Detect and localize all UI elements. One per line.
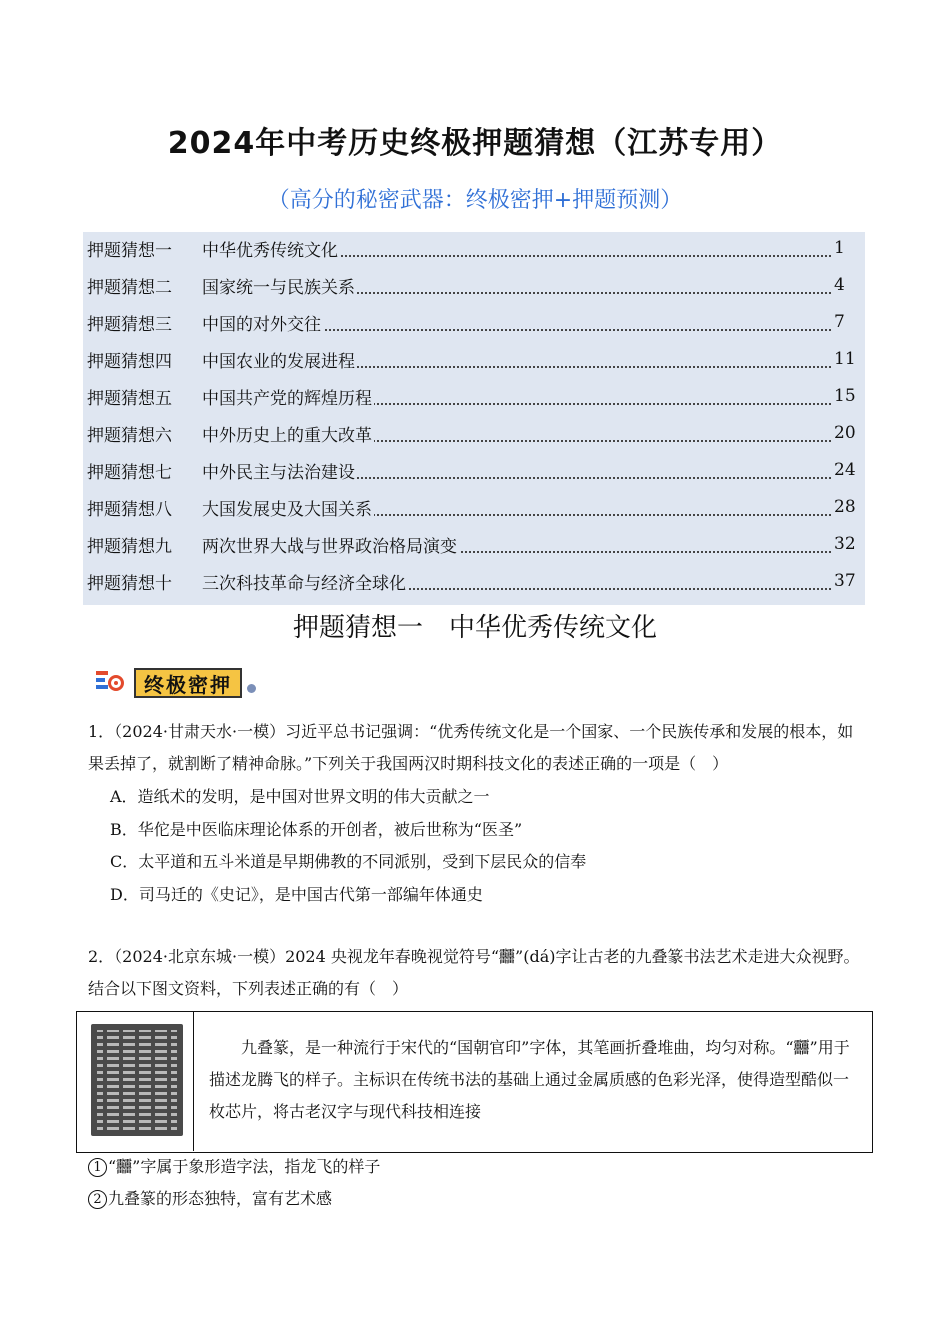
choice-text: 九叠篆的形态独特，富有艺术感 [108, 1189, 333, 1208]
question-1-stem: 1．（2024·甘肃天水·一模）习近平总书记强调：“优秀传统文化是一个国家、一个民族传承和发展的根本，如果丢掉了，就割断了精神命脉。”下列关于我国两汉时期科技文化的表述正确的一项是（ ） [88, 722, 854, 773]
toc-entry[interactable] [83, 529, 865, 559]
toc-entry-page: 28 [834, 497, 856, 517]
target-icon [96, 667, 130, 699]
toc-entry[interactable] [83, 418, 865, 448]
toc-entry-page: 7 [834, 312, 845, 332]
toc-entry[interactable] [83, 307, 865, 337]
section-badge [96, 665, 256, 701]
toc-entry-page: 1 [834, 238, 845, 258]
choice-text: “䨻”字属于象形造字法，指龙飞的样子 [108, 1157, 381, 1176]
toc-entry-label: 押题猜想四 [87, 351, 172, 372]
document-title: 2024年中考历史终极押题猜想（江苏专用） [167, 126, 783, 161]
toc-entry-topic: 中国农业的发展进程 [202, 347, 357, 372]
toc-entry-page: 32 [834, 534, 856, 554]
question-2-choice[interactable] [88, 1187, 332, 1211]
table-of-contents [83, 232, 865, 605]
question-2-stem: 2．（2024·北京东城·一模）2024 央视龙年春晚视觉符号“䨻”(dá)字让古老的九叠篆书法艺术走进大众视野。结合以下图文资料，下列表述正确的有（ ） [88, 947, 860, 998]
document-subtitle: （高分的秘密武器：终极密押+押题预测） [267, 188, 683, 213]
toc-entry-label: 押题猜想九 [87, 536, 172, 557]
choice-number: 2 [88, 1190, 107, 1209]
toc-entry-topic: 国家统一与民族关系 [202, 273, 357, 298]
toc-entry-topic: 中国共产党的辉煌历程 [202, 384, 374, 409]
toc-entry[interactable] [83, 566, 865, 596]
toc-entry-label: 押题猜想六 [87, 425, 172, 446]
toc-entry-page: 11 [834, 349, 856, 369]
dot-icon [247, 684, 256, 693]
toc-entry[interactable] [83, 233, 865, 263]
seal-script-image [77, 1012, 194, 1151]
toc-entry-label: 押题猜想一 [87, 240, 172, 261]
toc-entry[interactable] [83, 381, 865, 411]
question-1-option-b[interactable]: B．华佗是中医临床理论体系的开创者，被后世称为“医圣” [110, 820, 523, 839]
toc-entry-topic: 中华优秀传统文化 [202, 236, 340, 261]
toc-entry-label: 押题猜想五 [87, 388, 172, 409]
toc-entry[interactable] [83, 344, 865, 374]
toc-entry-topic: 中外民主与法治建设 [202, 458, 357, 483]
toc-entry-label: 押题猜想八 [87, 499, 172, 520]
toc-entry[interactable] [83, 270, 865, 300]
question-2-choice[interactable] [88, 1155, 380, 1179]
question-1-option-c[interactable]: C．太平道和五斗米道是早期佛教的不同派别，受到下层民众的信奉 [110, 852, 587, 871]
toc-entry-label: 押题猜想二 [87, 277, 172, 298]
toc-entry-page: 37 [834, 571, 856, 591]
question-1-option-a[interactable]: A．造纸术的发明，是中国对世界文明的伟大贡献之一 [110, 787, 490, 806]
toc-entry-page: 20 [834, 423, 856, 443]
toc-entry-page: 15 [834, 386, 856, 406]
toc-entry-topic: 三次科技革命与经济全球化 [202, 569, 408, 594]
toc-entry-topic: 大国发展史及大国关系 [202, 495, 374, 520]
section-title: 押题猜想一 中华优秀传统文化 [292, 613, 657, 643]
material-box [76, 1011, 873, 1153]
question-1-option-d[interactable]: D．司马迁的《史记》，是中国古代第一部编年体通史 [110, 885, 483, 904]
toc-entry-label: 押题猜想七 [87, 462, 172, 483]
toc-entry[interactable] [83, 455, 865, 485]
toc-entry-topic: 两次世界大战与世界政治格局演变 [202, 532, 459, 557]
toc-entry-topic: 中外历史上的重大改革 [202, 421, 374, 446]
toc-entry-topic: 中国的对外交往 [202, 310, 323, 335]
toc-entry-label: 押题猜想三 [87, 314, 172, 335]
toc-entry[interactable] [83, 492, 865, 522]
toc-entry-page: 4 [834, 275, 845, 295]
toc-entry-label: 押题猜想十 [87, 573, 172, 594]
toc-entry-page: 24 [834, 460, 856, 480]
choice-number: 1 [88, 1158, 107, 1177]
badge-label: 终极密押 [134, 668, 242, 698]
material-text: 九叠篆，是一种流行于宋代的“国朝官印”字体，其笔画折叠堆曲，均匀对称。“䨻”用于描述龙腾飞的样子。主标识在传统书法的基础上通过金属质感的色彩光泽，使得造型酷似一枚芯片，将古老汉字与现代科技相连接 [209, 1038, 850, 1121]
